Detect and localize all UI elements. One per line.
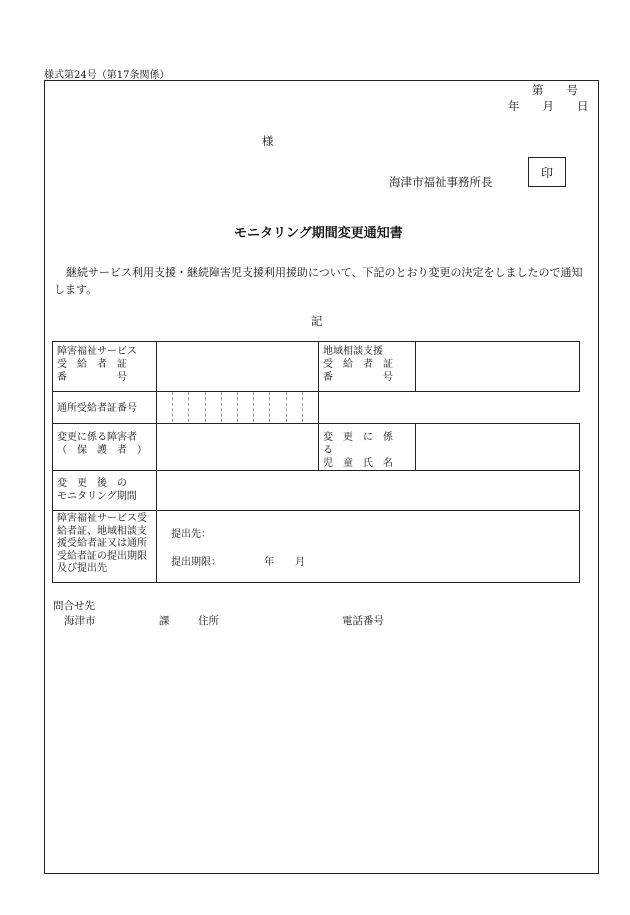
addressee-suffix: 様 [262,134,274,148]
daycare-certificate-label: 通所受給者証番号 [53,392,157,424]
digit-boxes [157,392,318,422]
table-row-submission [53,511,580,583]
label-line: 給者証、地域相談支 [57,525,147,537]
label-line: 障害福祉サービス受 [57,513,147,524]
label-line: 児 童 氏 名 [323,458,393,469]
label-line: 変 更 後 の [57,478,127,489]
table-row-monitoring-period [53,471,580,511]
contact-phone-label: 電話番号 [342,615,384,627]
child-name-field[interactable] [416,424,580,471]
contact-address-label: 住所 [198,615,219,627]
form-number-label: 様式第24号（第17条関係） [44,70,170,81]
label-line: 変 更 に 係 る [323,432,403,456]
consultation-certificate-label [319,342,416,392]
document-number-label: 第 号 [532,83,578,97]
seal-label: 印 [540,165,553,180]
submission-label [53,511,157,583]
blank-cell [319,392,580,424]
document-title: モニタリング期間変更通知書 [234,226,403,241]
label-line: 番 号 [323,372,393,383]
contact-heading: 問合せ先 [53,600,95,612]
daycare-certificate-number-field[interactable] [157,392,319,424]
label-line: 障害福祉サービス [57,346,137,357]
label-line: 番 号 [57,372,127,383]
table-row-certificate-numbers [53,342,580,392]
note-heading: 記 [311,314,323,328]
guardian-label [53,424,157,471]
details-table [52,341,580,583]
submission-deadline-label: 提出期限： [171,557,221,568]
label-line: 変更に係る障害者 [57,432,137,443]
deadline-year-label: 年 [264,557,274,568]
seal-box [528,157,566,187]
label-line: 受 給 者 証 [323,359,393,370]
contact-city: 海津市 [64,615,96,627]
table-row-daycare-number [53,392,580,424]
submission-destination-label: 提出先： [171,529,211,540]
deadline-month-label: 月 [295,557,305,568]
label-line: 及び提出先 [57,563,107,574]
notice-body: 継続サービス利用支援・継続障害児支援利用援助について、下記のとおり変更の決定をしましたので通知します。 [54,266,583,296]
issuer-name: 海津市福祉事務所長 [389,175,493,189]
submission-field[interactable] [157,511,580,583]
contact-section: 課 [159,615,170,627]
table-row-person [53,424,580,471]
label-line: （ 保 護 者 ） [57,445,147,456]
new-monitoring-period-field[interactable] [157,471,580,511]
new-monitoring-period-label [53,471,157,511]
service-certificate-label [53,342,157,392]
label-line: 地域相談支援 [323,346,383,357]
label-line: 受給者証の提出期限 [57,550,147,562]
service-certificate-number-field[interactable] [157,342,319,392]
guardian-field[interactable] [157,424,319,471]
child-name-label [319,424,416,471]
consultation-certificate-number-field[interactable] [416,342,580,392]
label-line: 受 給 者 証 [57,359,127,370]
document-date-label: 年 月 日 [508,99,589,113]
label-line: 援受給者証又は通所 [57,538,147,549]
label-line: モニタリング期間 [57,491,137,502]
